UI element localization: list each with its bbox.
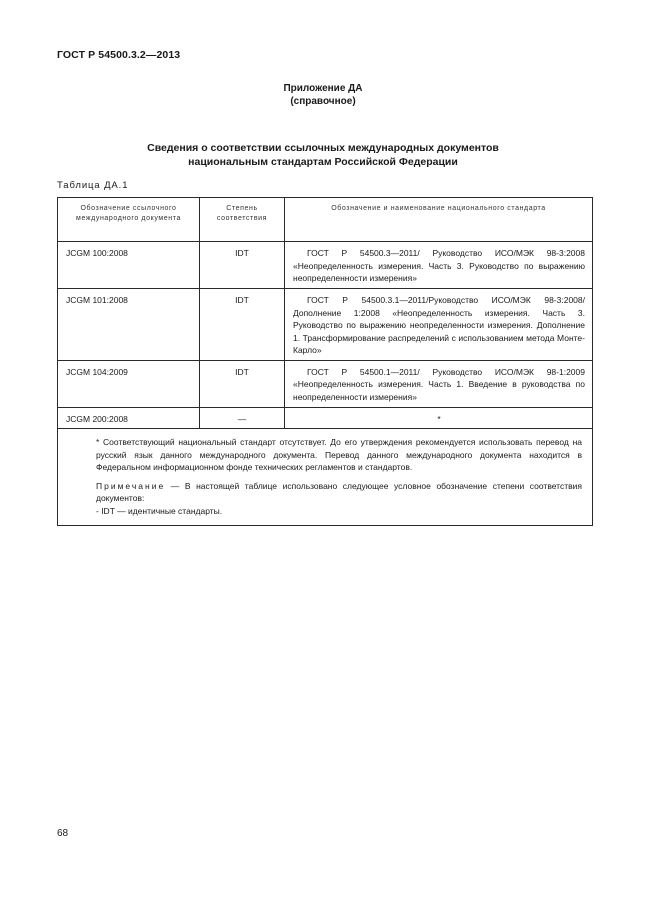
- note-label: Примечание: [96, 480, 166, 491]
- cell-standard: *: [285, 407, 593, 429]
- section-title-line2: национальным стандартам Российской Федерации: [188, 156, 458, 168]
- header-degree: Степень соответствия: [200, 198, 285, 242]
- table-notes: [58, 429, 593, 526]
- table-row: [58, 360, 593, 407]
- correspondence-table: [57, 197, 593, 526]
- cell-doc: JCGM 100:2008: [58, 242, 200, 289]
- note: [96, 480, 582, 505]
- standard-text: ГОСТ Р 54500.3.1—2011/Руководство ИСО/МЭК 98-3:2008/ Дополнение 1:2008 «Неопределенность измерения. Часть 3. Руководство по выражению неопределенности измерения. Дополнение 1. Трансформирование распределений с использованием метода Монте-Карло»: [293, 295, 585, 355]
- footnote: * Соответствующий национальный стандарт отсутствует. До его утверждения рекомендуется использовать перевод на русский язык данного международного документа. Перевод данного международного документа находится в Федеральном информационном фонде технических регламентов и стандартов.: [96, 437, 582, 472]
- header-national-standard: Обозначение и наименование национального стандарта: [285, 198, 593, 242]
- cell-standard: [285, 289, 593, 361]
- table-row: [58, 407, 593, 429]
- note-item: - IDT — идентичные стандарты.: [96, 505, 223, 516]
- appendix-subtitle: (справочное): [290, 96, 356, 107]
- table-row: [58, 289, 593, 361]
- section-title-line1: Сведения о соответствии ссылочных международных документов: [147, 142, 499, 154]
- appendix-heading: [0, 82, 646, 108]
- cell-degree: —: [200, 407, 285, 429]
- cell-standard: [285, 360, 593, 407]
- cell-doc: JCGM 101:2008: [58, 289, 200, 361]
- document-code: ГОСТ Р 54500.3.2—2013: [57, 49, 181, 61]
- standard-text: ГОСТ Р 54500.3—2011/ Руководство ИСО/МЭК 98-3:2008 «Неопределенность измерения. Часть 3. Руководство по выражению неопределенности измерения»: [293, 248, 585, 283]
- table-header-row: [58, 198, 593, 242]
- table-caption: Таблица ДА.1: [57, 180, 129, 191]
- header-reference-doc: Обозначение ссылочного международного документа: [58, 198, 200, 242]
- section-heading: [0, 141, 646, 169]
- cell-standard: [285, 242, 593, 289]
- cell-degree: IDT: [200, 289, 285, 361]
- cell-degree: IDT: [200, 242, 285, 289]
- appendix-title: Приложение ДА: [283, 83, 363, 94]
- page-number: 68: [57, 828, 69, 839]
- standard-text: ГОСТ Р 54500.1—2011/ Руководство ИСО/МЭК 98-1:2009 «Неопределенность измерения. Часть 1. Введение в руководства по неопределенности измерения»: [293, 366, 585, 402]
- note-text: — В настоящей таблице использовано следующее условное обозначение степени соответствия документов:: [96, 480, 582, 503]
- table-row: [58, 242, 593, 289]
- cell-doc: JCGM 104:2009: [58, 360, 200, 407]
- table-notes-row: [58, 429, 593, 526]
- cell-degree: IDT: [200, 360, 285, 407]
- cell-doc: JCGM 200:2008: [58, 407, 200, 429]
